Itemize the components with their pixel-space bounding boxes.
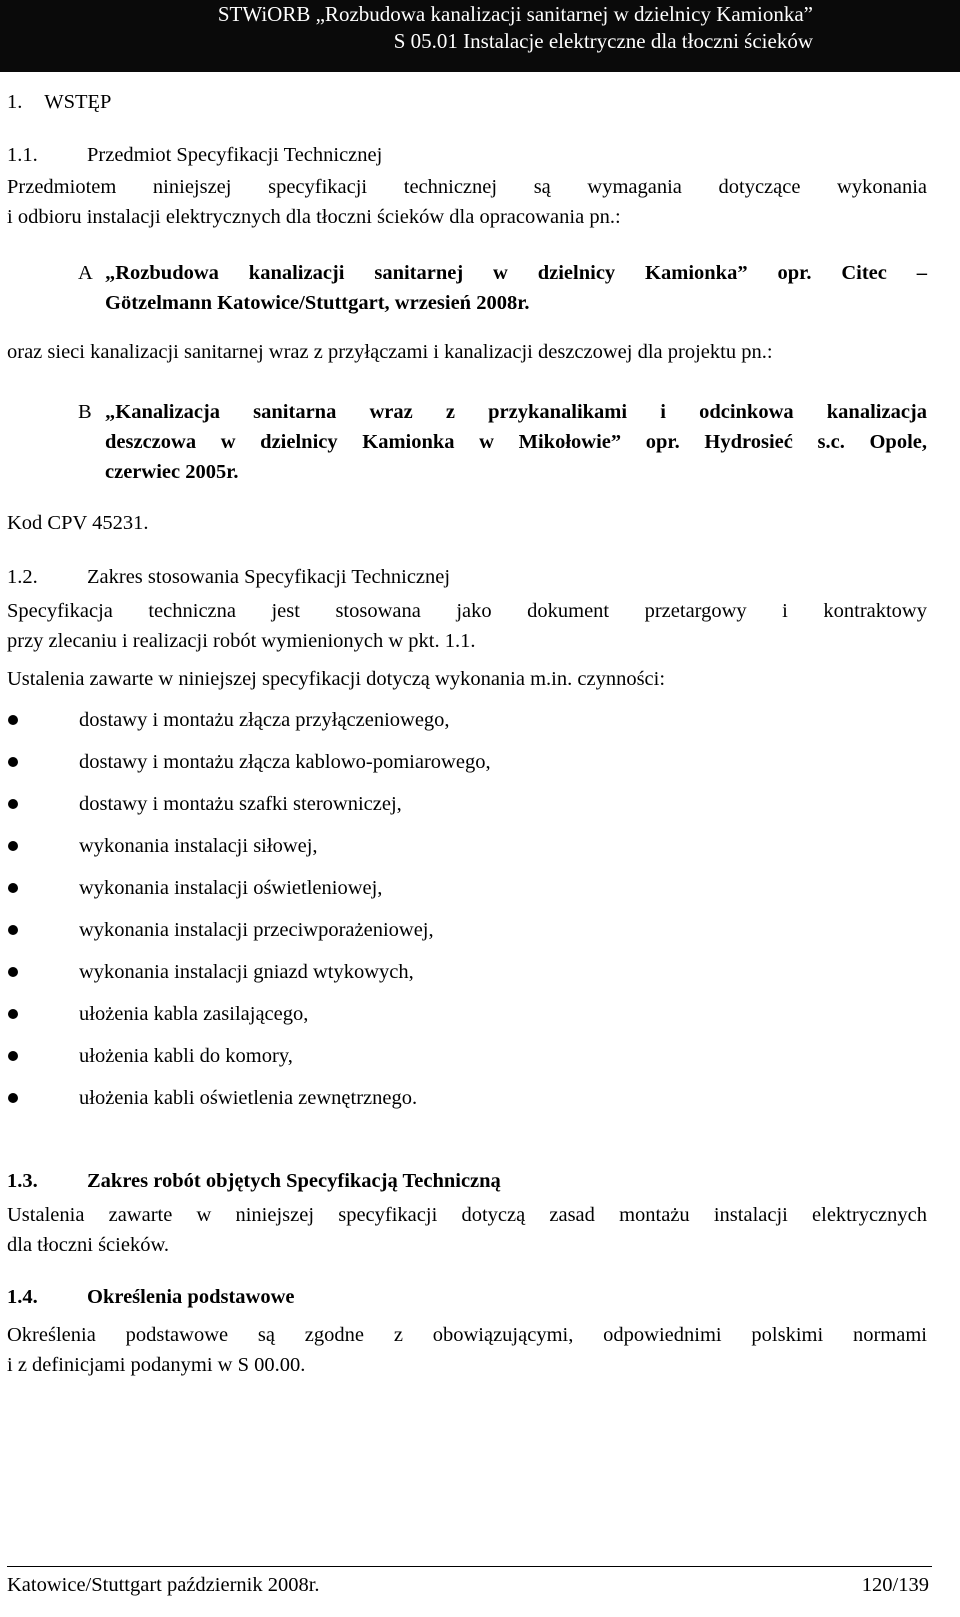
- list-item-text: wykonania instalacji oświetleniowej,: [79, 877, 383, 899]
- header-project-title: STWiORB „Rozbudowa kanalizacji sanitarnej w dzielnicy Kamionka”: [217, 2, 813, 26]
- list-item: [0, 999, 960, 1029]
- list-item: [0, 747, 960, 777]
- footer-divider: [7, 1566, 932, 1567]
- list-item: [0, 705, 960, 735]
- item-b-letter: B: [78, 401, 92, 423]
- section-1-number: 1.: [7, 91, 23, 113]
- bullet-icon: [8, 799, 18, 809]
- bullet-icon: [8, 883, 18, 893]
- section-1-heading: [7, 87, 111, 117]
- activities-list: [0, 705, 960, 1125]
- section-1-2-intro: Ustalenia zawarte w niniejszej specyfikacji dotyczą wykonania m.in. czynności:: [7, 668, 666, 690]
- paragraph-line: Specyfikacja techniczna jest stosowana jako dokument przetargowy i kontraktowy: [7, 600, 927, 622]
- item-b-line: „Kanalizacja sanitarna wraz z przykanalikami i odcinkowa kanalizacja: [105, 401, 927, 423]
- section-1-3-title: Zakres robót objętych Specyfikacją Techniczną: [87, 1170, 501, 1192]
- bullet-icon: [8, 1009, 18, 1019]
- middle-paragraph: oraz sieci kanalizacji sanitarnej wraz z przyłączami i kanalizacji deszczowej dla projektu pn.:: [7, 341, 773, 363]
- section-1-4-title: Określenia podstawowe: [87, 1286, 295, 1308]
- section-1-1-title: Przedmiot Specyfikacji Technicznej: [87, 144, 383, 166]
- bullet-icon: [8, 841, 18, 851]
- paragraph-line: i odbioru instalacji elektrycznych dla tłoczni ścieków dla opracowania pn.:: [7, 206, 621, 228]
- bullet-icon: [8, 757, 18, 767]
- paragraph-line: i z definicjami podanymi w S 00.00.: [7, 1354, 306, 1376]
- list-item: [0, 831, 960, 861]
- list-item: [0, 789, 960, 819]
- list-item-text: wykonania instalacji gniazd wtykowych,: [79, 961, 414, 983]
- list-item-text: wykonania instalacji siłowej,: [79, 835, 318, 857]
- paragraph-line: Przedmiotem niniejszej specyfikacji technicznej są wymagania dotyczące wykonania: [7, 176, 927, 198]
- list-item-text: wykonania instalacji przeciwporażeniowej,: [79, 919, 434, 941]
- header-section-title: S 05.01 Instalacje elektryczne dla tłoczni ścieków: [393, 29, 813, 53]
- item-b-line: czerwiec 2005r.: [105, 461, 239, 483]
- list-item-text: dostawy i montażu złącza przyłączeniowego,: [79, 709, 450, 731]
- paragraph-line: Określenia podstawowe są zgodne z obowiązującymi, odpowiednimi polskimi normami: [7, 1324, 927, 1346]
- item-a-text: [105, 258, 927, 318]
- list-item-text: ułożenia kabli oświetlenia zewnętrznego.: [79, 1087, 418, 1109]
- list-item-text: dostawy i montażu złącza kablowo-pomiarowego,: [79, 751, 491, 773]
- list-item: [0, 1083, 960, 1113]
- section-1-2-number: 1.2.: [7, 566, 38, 588]
- list-item-text: ułożenia kabla zasilającego,: [79, 1003, 309, 1025]
- section-1-1-number: 1.1.: [7, 144, 38, 166]
- section-1-4-number: 1.4.: [7, 1286, 38, 1308]
- section-1-4-paragraph: [7, 1320, 927, 1380]
- section-1-title: WSTĘP: [44, 91, 112, 113]
- list-item: [0, 957, 960, 987]
- list-item: [0, 1041, 960, 1071]
- page-header: [0, 0, 960, 72]
- section-1-1-paragraph: [7, 172, 927, 232]
- footer-page-number: 120/139: [861, 1574, 929, 1596]
- item-a-letter: A: [78, 262, 93, 284]
- list-item-text: ułożenia kabli do komory,: [79, 1045, 293, 1067]
- list-item: [0, 873, 960, 903]
- paragraph-line: dla tłoczni ścieków.: [7, 1234, 170, 1256]
- section-1-3-number: 1.3.: [7, 1170, 38, 1192]
- bullet-icon: [8, 1051, 18, 1061]
- list-item-text: dostawy i montażu szafki sterowniczej,: [79, 793, 402, 815]
- item-b-line: deszczowa w dzielnicy Kamionka w Mikołowie” opr. Hydrosieć s.c. Opole,: [105, 431, 927, 453]
- section-1-2-title: Zakres stosowania Specyfikacji Technicznej: [87, 566, 451, 588]
- bullet-icon: [8, 925, 18, 935]
- paragraph-line: przy zlecaniu i realizacji robót wymienionych w pkt. 1.1.: [7, 630, 476, 652]
- bullet-icon: [8, 1093, 18, 1103]
- footer-location-date: Katowice/Stuttgart październik 2008r.: [7, 1574, 320, 1596]
- list-item: [0, 915, 960, 945]
- section-1-3-paragraph: [7, 1200, 927, 1260]
- item-a-line: Götzelmann Katowice/Stuttgart, wrzesień 2008r.: [105, 292, 530, 314]
- section-1-2-paragraph: [7, 596, 927, 656]
- item-a-line: „Rozbudowa kanalizacji sanitarnej w dzielnicy Kamionka” opr. Citec –: [105, 262, 927, 284]
- cpv-code: Kod CPV 45231.: [7, 512, 149, 534]
- bullet-icon: [8, 715, 18, 725]
- item-b-text: [105, 397, 927, 487]
- paragraph-line: Ustalenia zawarte w niniejszej specyfikacji dotyczą zasad montażu instalacji elektrycznych: [7, 1204, 927, 1226]
- bullet-icon: [8, 967, 18, 977]
